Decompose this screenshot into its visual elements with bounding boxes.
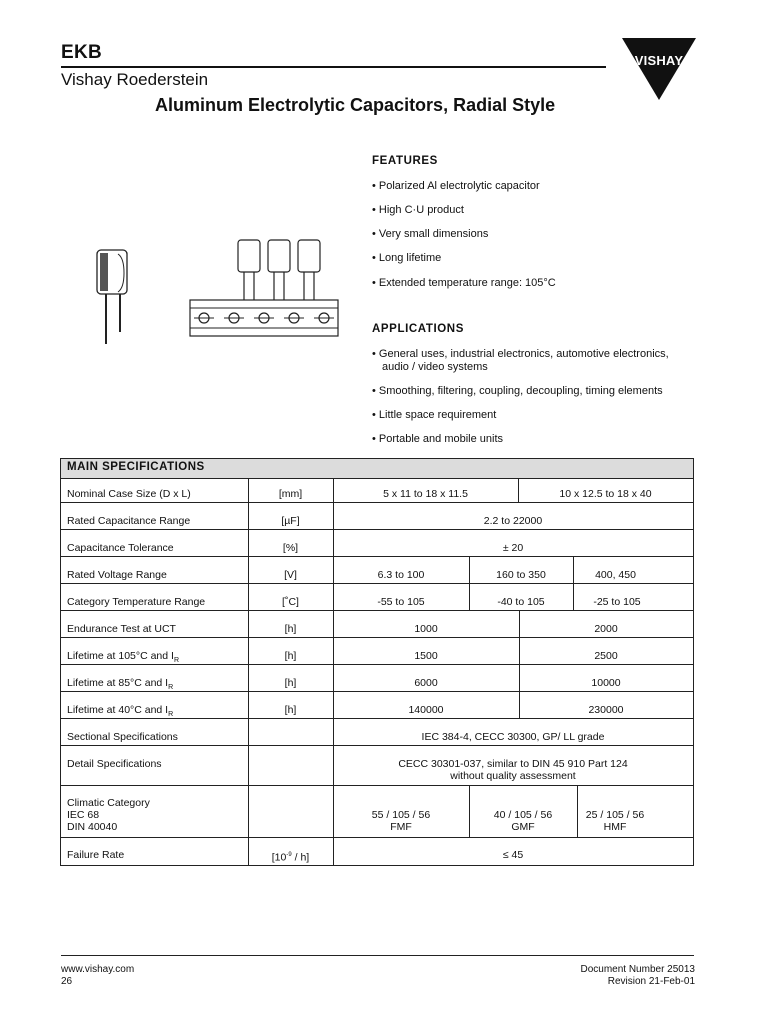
value-cell: 400, 450 bbox=[595, 569, 636, 581]
unit-cell: [h] bbox=[284, 677, 297, 689]
features-heading: FEATURES bbox=[372, 155, 438, 167]
taped-capacitors-illustration bbox=[188, 238, 340, 338]
application-item-continued: audio / video systems bbox=[382, 361, 488, 373]
footer-rule bbox=[61, 955, 694, 956]
application-item: • Smoothing, filtering, coupling, decoupling, timing elements bbox=[372, 385, 663, 397]
row-divider bbox=[61, 637, 693, 638]
row-label-sectional-specifications: Sectional Specifications bbox=[67, 731, 178, 743]
application-item: • General uses, industrial electronics, automotive electronics, bbox=[372, 348, 669, 360]
row-label-endurance-test: Endurance Test at UCT bbox=[67, 623, 176, 635]
value-cell: 2.2 to 22000 bbox=[483, 515, 543, 527]
value-cell: 140000 bbox=[408, 704, 444, 716]
column-divider bbox=[333, 478, 334, 865]
value-cell: 5 x 11 to 18 x 11.5 bbox=[383, 488, 468, 500]
row-label-case-size: Nominal Case Size (D x L) bbox=[67, 488, 191, 500]
row-divider bbox=[61, 745, 693, 746]
value-cell: 25 / 105 / 56 bbox=[585, 809, 645, 821]
unit-cell: [h] bbox=[284, 623, 297, 635]
value-cell: 10000 bbox=[591, 677, 621, 689]
row-label-tolerance: Capacitance Tolerance bbox=[67, 542, 174, 554]
unit-cell: [µF] bbox=[281, 515, 300, 527]
feature-item: • Polarized Al electrolytic capacitor bbox=[372, 180, 540, 192]
value-cell: 2000 bbox=[594, 623, 618, 635]
value-cell: -55 to 105 bbox=[377, 596, 425, 608]
row-label-lifetime-85: Lifetime at 85°C and $I_R$ bbox=[67, 677, 174, 692]
unit-cell: [mm] bbox=[278, 488, 303, 500]
application-item: • Little space requirement bbox=[372, 409, 497, 421]
row-label-din-40040: DIN 40040 bbox=[67, 821, 118, 833]
company-name: Vishay Roederstein bbox=[61, 70, 209, 89]
row-divider bbox=[61, 610, 693, 611]
value-cell: 55 / 105 / 56 bbox=[371, 809, 431, 821]
row-label-detail-specifications: Detail Specifications bbox=[67, 758, 162, 770]
value-cell: 230000 bbox=[588, 704, 624, 716]
table-heading: MAIN SPECIFICATIONS bbox=[67, 461, 205, 473]
feature-item: • Long lifetime bbox=[372, 252, 442, 264]
row-label-lifetime-40: Lifetime at 40°C and $I_R$ bbox=[67, 704, 174, 719]
value-cell: 10 x 12.5 to 18 x 40 bbox=[559, 488, 652, 500]
row-label-voltage-range: Rated Voltage Range bbox=[67, 569, 167, 581]
applications-heading: APPLICATIONS bbox=[372, 323, 464, 335]
page-number: 26 bbox=[61, 976, 73, 987]
row-divider bbox=[61, 583, 693, 584]
logo-text: VISHAY bbox=[634, 53, 684, 68]
value-cell: IEC 384-4, CECC 30300, GP/ LL grade bbox=[421, 731, 605, 743]
value-cell: GMF bbox=[511, 821, 535, 833]
website-link[interactable]: www.vishay.com bbox=[61, 964, 135, 975]
value-cell: 2500 bbox=[594, 650, 618, 662]
feature-item: • Extended temperature range: 105°C bbox=[372, 277, 556, 289]
revision-date: Revision 21-Feb-01 bbox=[607, 976, 695, 987]
unit-cell: [h] bbox=[284, 650, 297, 662]
value-cell: 160 to 350 bbox=[496, 569, 546, 581]
row-label-climatic-category: Climatic Category bbox=[67, 797, 150, 809]
feature-item: • High C·U product bbox=[372, 204, 464, 216]
value-cell: 1500 bbox=[414, 650, 438, 662]
column-divider bbox=[248, 478, 249, 865]
unit-cell: [h] bbox=[284, 704, 297, 716]
header-rule bbox=[61, 66, 606, 68]
value-cell: HMF bbox=[603, 821, 627, 833]
row-divider bbox=[61, 785, 693, 786]
row-divider bbox=[61, 556, 693, 557]
unit-cell: [˚C] bbox=[282, 596, 299, 608]
document-title: Aluminum Electrolytic Capacitors, Radial Style bbox=[155, 95, 556, 115]
row-label-capacitance-range: Rated Capacitance Range bbox=[67, 515, 191, 527]
value-cell: 6.3 to 100 bbox=[377, 569, 425, 581]
value-cell: 40 / 105 / 56 bbox=[493, 809, 553, 821]
value-cell: 6000 bbox=[414, 677, 438, 689]
row-label-lifetime-105: Lifetime at 105°C and $I_R$ bbox=[67, 650, 179, 665]
value-cell: 1000 bbox=[414, 623, 438, 635]
value-cell: CECC 30301-037, similar to DIN 45 910 Part 124 bbox=[398, 758, 628, 770]
row-divider bbox=[61, 837, 693, 838]
document-number: Document Number 25013 bbox=[580, 964, 695, 975]
unit-cell: $[10^{-9} / h]$ bbox=[271, 851, 310, 864]
unit-cell: [V] bbox=[284, 569, 297, 581]
value-cell: ≤ 45 bbox=[502, 849, 524, 861]
row-divider bbox=[61, 502, 693, 503]
value-cell: FMF bbox=[390, 821, 412, 833]
row-label-temperature-range: Category Temperature Range bbox=[67, 596, 206, 608]
application-item: • Portable and mobile units bbox=[372, 433, 504, 445]
single-capacitor-illustration bbox=[94, 248, 134, 348]
product-code: EKB bbox=[61, 42, 103, 63]
vishay-logo bbox=[622, 38, 696, 100]
value-cell: ± 20 bbox=[502, 542, 524, 554]
row-divider bbox=[61, 529, 693, 530]
row-label-iec-68: IEC 68 bbox=[67, 809, 100, 821]
value-cell: without quality assessment bbox=[450, 770, 576, 782]
row-label-failure-rate: Failure Rate bbox=[67, 849, 125, 861]
feature-item: • Very small dimensions bbox=[372, 228, 489, 240]
value-cell: -40 to 105 bbox=[497, 596, 545, 608]
unit-cell: [%] bbox=[282, 542, 299, 554]
value-cell: -25 to 105 bbox=[593, 596, 641, 608]
